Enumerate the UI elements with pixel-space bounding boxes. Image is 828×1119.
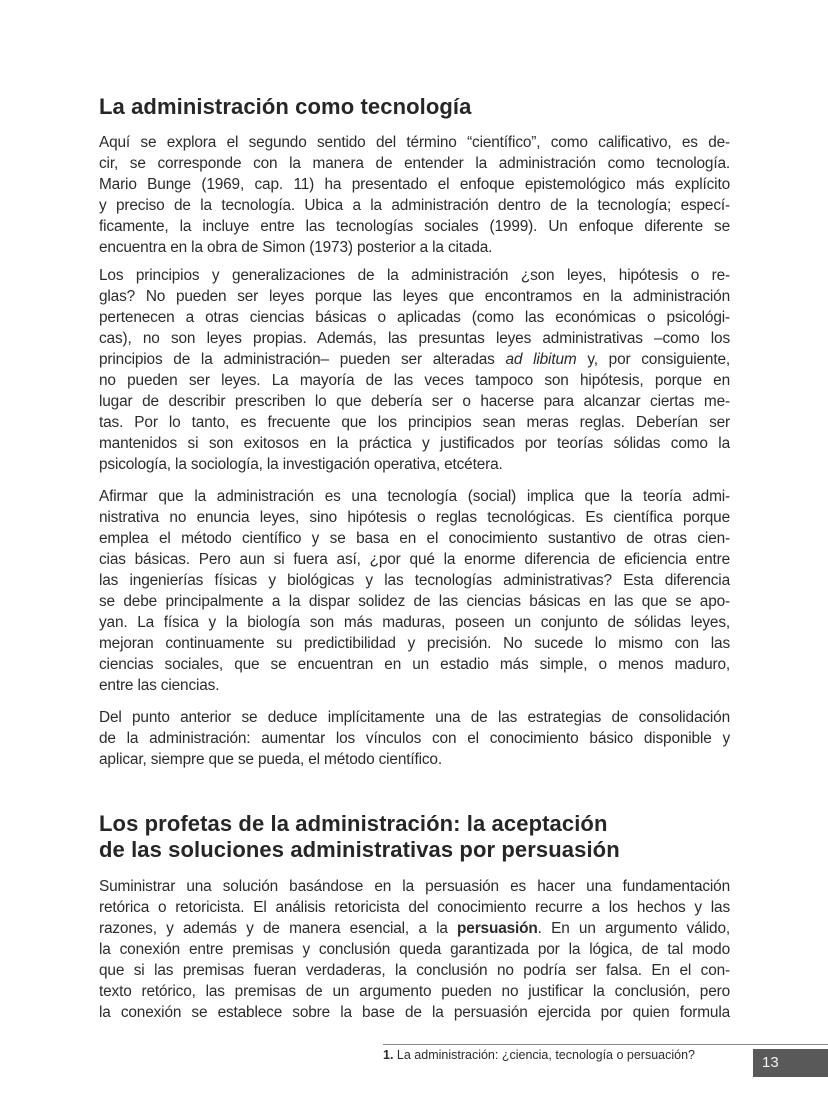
heading-line: de las soluciones administrativas por persuasión xyxy=(99,837,620,862)
text-line: no pueden ser leyes. La mayoría de las veces tampoco son hipótesis, porque en xyxy=(99,372,730,389)
text-line: ciencias sociales, que se encuentran en un estadio más simple, o menos maduro, xyxy=(99,656,730,673)
text-run: . En un argumento válido, xyxy=(537,920,730,937)
text-line-with-italic xyxy=(99,349,730,370)
footer-divider xyxy=(383,1044,828,1045)
text-line: las ingenierías físicas y biológicas y las tecnologías administrativas? Esta diferencia xyxy=(99,572,730,589)
text-line: cir, se corresponde con la manera de entender la administración como tecnología. xyxy=(99,155,730,172)
text-line: la conexión entre premisas y conclusión queda garantizada por la lógica, de tal modo xyxy=(99,941,730,958)
paragraph-5 xyxy=(99,876,730,1023)
text-run: y, por consiguiente, xyxy=(576,351,730,368)
text-line: Mario Bunge (1969, cap. 11) ha presentado el enfoque epistemológico más explícito xyxy=(99,176,730,193)
text-line: lugar de describir prescriben lo que debería ser o hacerse para alcanzar ciertas me- xyxy=(99,393,730,410)
text-line: mantenidos si son exitosos en la práctica y justificados por teorías sólidas como la xyxy=(99,435,730,452)
paragraph-4 xyxy=(99,707,730,770)
section-heading-profetas xyxy=(99,811,620,863)
text-line: Del punto anterior se deduce implícitamente una de las estrategias de consolidación xyxy=(99,709,730,726)
text-line: yan. La física y la biología son más maduras, poseen un conjunto de sólidas leyes, xyxy=(99,614,730,631)
text-line-with-bold xyxy=(99,918,730,939)
text-line: se debe principalmente a la dispar solidez de las ciencias básicas en las que se apo- xyxy=(99,593,730,610)
text-line: Aquí se explora el segundo sentido del término “científico”, como calificativo, es de- xyxy=(99,134,730,151)
text-line: glas? No pueden ser leyes porque las leyes que encontramos en la administración xyxy=(99,288,730,305)
text-line: psicología, la sociología, la investigación operativa, etcétera. xyxy=(99,456,503,473)
text-line: Los principios y generalizaciones de la administración ¿son leyes, hipótesis o re- xyxy=(99,267,730,284)
text-run: razones, y además y de manera esencial, a la xyxy=(99,920,458,937)
text-line: que si las premisas fueran verdaderas, la conclusión no podría ser falsa. En el con- xyxy=(99,962,730,979)
heading-line: Los profetas de la administración: la aceptación xyxy=(99,811,608,836)
text-line: cas), no son leyes propias. Además, las presuntas leyes administrativas –como los xyxy=(99,330,730,347)
italic-term-ad-libitum: ad libitum xyxy=(505,351,577,368)
text-line: de la administración: aumentar los vínculos con el conocimiento básico disponible y xyxy=(99,730,730,747)
text-line: nistrativa no enuncia leyes, sino hipótesis o reglas tecnológicas. Es científica porque xyxy=(99,509,730,526)
section-heading-tecnologia: La administración como tecnología xyxy=(99,94,472,119)
chapter-number: 1. xyxy=(383,1048,394,1062)
text-line: tas. Por lo tanto, es frecuente que los principios sean meras reglas. Deberían ser xyxy=(99,414,730,431)
text-line: encuentra en la obra de Simon (1973) posterior a la citada. xyxy=(99,239,493,256)
running-footer xyxy=(383,1047,695,1063)
chapter-title: La administración: ¿ciencia, tecnología o persuación? xyxy=(393,1048,695,1062)
page-number: 13 xyxy=(762,1054,779,1071)
paragraph-1 xyxy=(99,132,730,258)
text-line: entre las ciencias. xyxy=(99,677,220,694)
text-run: principios de la administración– pueden ser alteradas xyxy=(99,351,506,368)
text-line: la conexión se establece sobre la base de la persuasión ejercida por quien formula xyxy=(99,1004,730,1021)
text-line: cias básicas. Pero aun si fuera así, ¿por qué la enorme diferencia de eficiencia entre xyxy=(99,551,730,568)
page-number-box xyxy=(753,1049,828,1077)
text-line: retórica o retoricista. El análisis retoricista del conocimiento recurre a los hechos y las xyxy=(99,899,730,916)
text-line: pertenecen a otras ciencias básicas o aplicadas (como las económicas o psicológi- xyxy=(99,309,730,326)
text-line: emplea el método científico y se basa en el conocimiento sustantivo de otras cien- xyxy=(99,530,730,547)
text-line: texto retórico, las premisas de un argumento pueden no justificar la conclusión, pero xyxy=(99,983,730,1000)
text-line: y preciso de la tecnología. Ubica a la administración dentro de la tecnología; especí- xyxy=(99,197,730,214)
text-line: mejoran continuamente su predictibilidad y precisión. No sucede lo mismo con las xyxy=(99,635,730,652)
paragraph-2 xyxy=(99,265,730,475)
text-line: aplicar, siempre que se pueda, el método científico. xyxy=(99,751,442,768)
paragraph-3 xyxy=(99,486,730,696)
bold-term-persuasion: persuasión xyxy=(457,920,538,937)
text-line: Afirmar que la administración es una tecnología (social) implica que la teoría admi- xyxy=(99,488,730,505)
text-line: ficamente, la incluye entre las tecnologías sociales (1999). Un enfoque diferente se xyxy=(99,218,730,235)
text-line: Suministrar una solución basándose en la persuasión es hacer una fundamentación xyxy=(99,878,730,895)
